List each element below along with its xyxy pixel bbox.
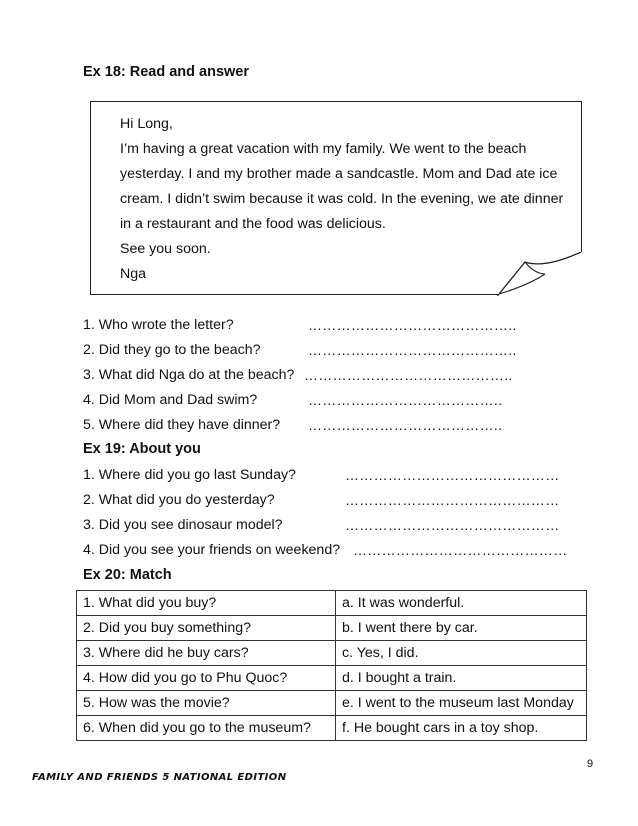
answer-line[interactable]: ……………………………………… [345,467,560,483]
match-question: 5. How was the movie? [77,691,336,716]
answer-line[interactable]: …………………………………….. [304,367,513,383]
ex19-question: 3. Did you see dinosaur model? [83,517,283,533]
answer-line[interactable]: …………………………………….. [308,317,517,333]
ex19-title: Ex 19: About you [83,441,201,457]
table-row [77,666,587,691]
ex19-question: 4. Did you see your friends on weekend? [83,542,341,558]
answer-line[interactable]: ……………………………………… [353,542,568,558]
table-row [77,691,587,716]
match-table [76,590,587,741]
answer-line[interactable]: …………………………………….. [308,342,517,358]
answer-line[interactable]: ………………………………….. [308,417,503,433]
ex18-question: 2. Did they go to the beach? [83,342,261,358]
ex18-question: 5. Where did they have dinner? [83,417,281,433]
match-question: 3. Where did he buy cars? [77,641,336,666]
answer-line[interactable]: ……………………………………… [345,492,560,508]
table-row [77,616,587,641]
letter-line: cream. I didn’t swim because it was cold. In the evening, we ate dinner [120,191,564,207]
match-answer: e. I went to the museum last Monday [336,691,587,716]
table-row [77,716,587,741]
letter-line: yesterday. I and my brother made a sandcastle. Mom and Dad ate ice [120,166,558,182]
match-question: 2. Did you buy something? [77,616,336,641]
match-answer: a. It was wonderful. [336,591,587,616]
match-answer: c. Yes, I did. [336,641,587,666]
ex20-title: Ex 20: Match [83,567,172,583]
page-number: 9 [587,758,594,770]
table-row [77,591,587,616]
letter-closing: See you soon. [120,241,211,257]
table-row [77,641,587,666]
ex18-question: 3. What did Nga do at the beach? [83,367,295,383]
match-answer: b. I went there by car. [336,616,587,641]
answer-line[interactable]: ……………………………………… [345,517,560,533]
match-question: 4. How did you go to Phu Quoc? [77,666,336,691]
ex18-title: Ex 18: Read and answer [83,64,250,80]
letter-line: I’m having a great vacation with my family. We went to the beach [120,141,527,157]
match-answer: d. I bought a train. [336,666,587,691]
match-question: 6. When did you go to the museum? [77,716,336,741]
page-curl-icon [497,252,587,300]
ex18-question: 1. Who wrote the letter? [83,317,234,333]
ex19-question: 1. Where did you go last Sunday? [83,467,296,483]
match-answer: f. He bought cars in a toy shop. [336,716,587,741]
letter-greeting: Hi Long, [120,116,173,132]
ex18-question: 4. Did Mom and Dad swim? [83,392,258,408]
letter-signature: Nga [120,266,147,282]
ex19-question: 2. What did you do yesterday? [83,492,275,508]
letter-line: in a restaurant and the food was delicious. [120,216,386,232]
match-question: 1. What did you buy? [77,591,336,616]
answer-line[interactable]: ………………………………….. [308,392,503,408]
footer-book-title: FAMILY AND FRIENDS 5 NATIONAL EDITION [32,772,287,783]
